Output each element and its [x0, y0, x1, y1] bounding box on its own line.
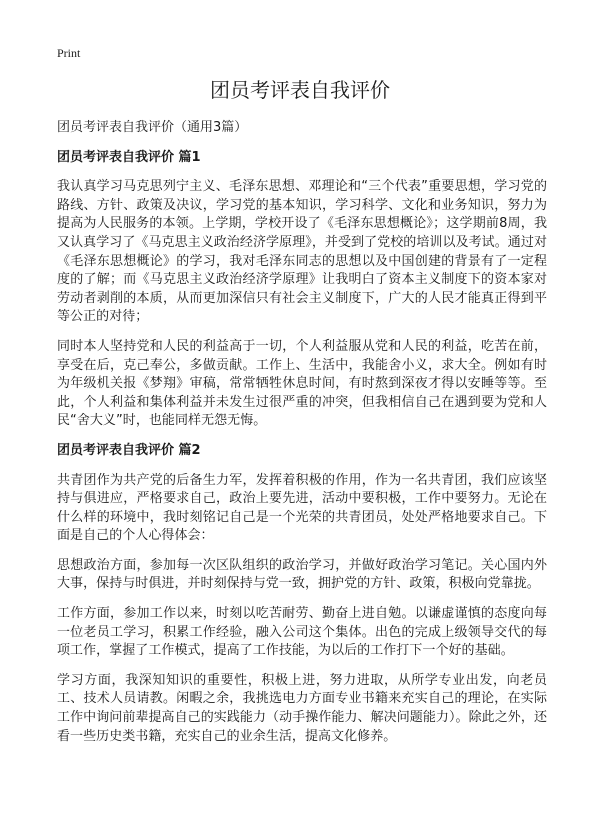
document-title: 团员考评表自我评价 — [210, 78, 390, 102]
section-2-paragraph: 工作方面，参加工作以来，时刻以吃苦耐劳、勤奋上进自勉。以谦虚谨慎的态度向每一位老员工学习，积累工作经验，融入公司这个集体。出色的完成上级领导交代的每项工作，掌握了工作模式，提高了工作技能，为以后的工作打下一个好的基础。 — [57, 606, 547, 659]
print-link[interactable]: Print — [57, 46, 81, 60]
document-body — [57, 119, 547, 757]
section-1-paragraph: 我认真学习马克思列宁主义、毛泽东思想、邓理论和“三个代表”重要思想，学习党的路线、方针、政策及决议，学习党的基本知识，学习科学、文化和业务知识，努力为提高为人民服务的本领。上学期，学校开设了《毛泽东思想概论》；这学期前8周，我又认真学习了《马克思主义政治经济学原理》，并受到了党校的培训以及考试。通过对《毛泽东思想概论》的学习，我对毛泽东同志的思想以及中国创建的背景有了一定程度的了解；而《马克思主义政治经济学原理》让我明白了资本主义制度下的资本家对劳动者剥削的本质，从而更加深信只有社会主义制度下，广大的人民才能真正得到平等公正的对待； — [57, 179, 547, 325]
section-2-paragraph: 思想政治方面，参加每一次区队组织的政治学习，并做好政治学习笔记。关心国内外大事，保持与时俱进，并时刻保持与党一致，拥护党的方针、政策，积极向党靠拢。 — [57, 557, 547, 592]
section-heading-2: 团员考评表自我评价 篇2 — [57, 442, 201, 458]
document-subtitle: 团员考评表自我评价（通用3篇） — [57, 120, 248, 135]
section-1-paragraph: 同时本人坚持党和人民的利益高于一切，个人利益服从党和人民的利益，吃苦在前，享受在后，克己奉公，多做贡献。工作上、生活中，我能舍小义，求大全。例如有时为年级机关报《梦翔》审稿，常常牺牲休息时间，有时熬到深夜才得以安睡等等。至此，个人利益和集体利益并未发生过很严重的冲突，但我相信自己在遇到要为党和人民“舍大义”时，也能同样无怨无悔。 — [57, 338, 547, 429]
section-2-paragraph: 共青团作为共产党的后备生力军，发挥着积极的作用，作为一名共青团，我们应该坚持与俱进应，严格要求自己，政治上要先进，活动中要积极，工作中要努力。无论在什么样的环境中，我时刻铭记自己是一个光荣的共青团员，处处严格地要求自己。下面是自己的个人心得体会： — [57, 472, 547, 544]
section-heading-1: 团员考评表自我评价 篇1 — [57, 149, 201, 165]
section-2-paragraph: 学习方面，我深知知识的重要性，积极上进，努力进取，从所学专业出发，向老员工、技术人员请教。闲暇之余，我挑选电力方面专业书籍来充实自己的理论，在实际工作中询问前辈提高自己的实践能力（动手操作能力、解决问题能力）。除此之外，还看一些历史类书籍，充实自己的业余生活，提高文化修养。 — [57, 672, 547, 744]
